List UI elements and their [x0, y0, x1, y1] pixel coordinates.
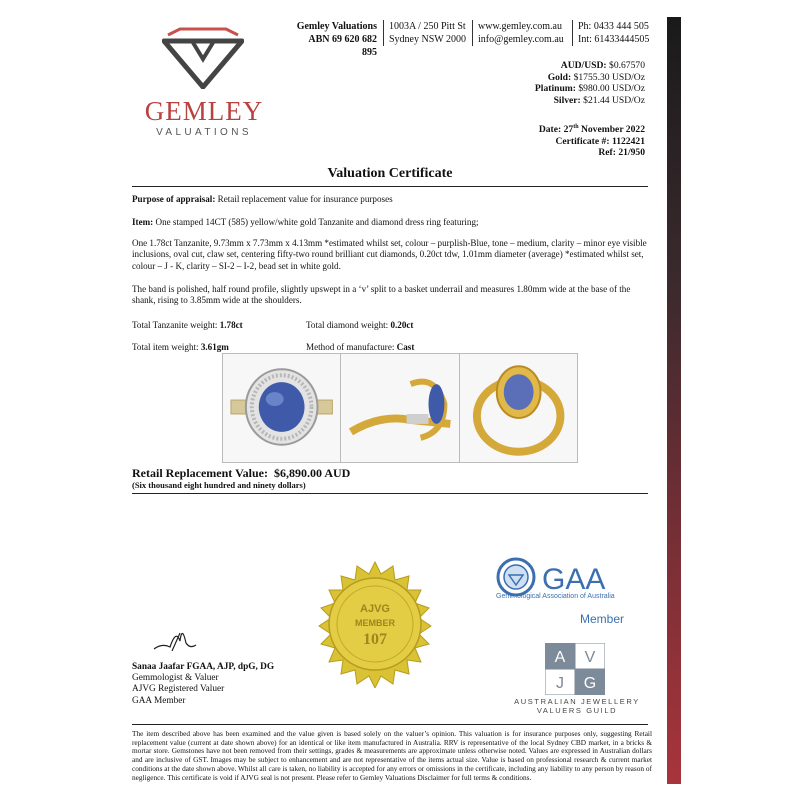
ajvg-letter-a: A — [554, 649, 566, 666]
signature-icon — [150, 623, 200, 655]
divider-rule — [132, 493, 648, 494]
manufacture-method-label: Method of manufacture: — [306, 342, 395, 352]
website-link[interactable]: www.gemley.com.au — [478, 21, 562, 32]
tanzanite-weight-label: Total Tanzanite weight: — [132, 320, 218, 330]
ring-photo-side — [341, 354, 459, 462]
tanzanite-weight — [132, 320, 302, 331]
purpose-label: Purpose of appraisal: — [132, 194, 216, 204]
silver-value: $21.44 USD/Oz — [583, 94, 645, 106]
disclaimer-text: The item described above has been examined and the value given is based solely on the valuer’s opinion. This valuation is for insurance purposes only, suggesting Retail replacement value (current at date shown above) for an identical or like item manufactured in Australia. RRV is representative of the local Sydney CBD market, in a bricks & mortar store. Gemstones have not been removed from their settings, grades & measurements are approximate unless otherwise noted. Values are expressed in Australian dollars and are inclusive of GST. Images may be subject to enhancement and are not representative of the items actual size. Value is based on professional research & current market conditions at the date shown above. Whilst all care is taken, no liability is accepted for any errors or omissions in the certificate, including any liability to any person by reason of negligence. This certificate is void if AJVG seal is not present. Please refer to Gemley Valuations Disclaimer for full terms & conditions. — [132, 729, 652, 782]
item-text: One stamped 14CT (585) yellow/white gold Tanzanite and diamond dress ring featuring; — [155, 217, 479, 227]
certificate-title: Valuation Certificate — [327, 166, 453, 181]
ring-photo-top — [223, 354, 341, 462]
ring-photo-back — [460, 354, 577, 462]
platinum-label: Platinum: — [534, 83, 576, 94]
signer-block — [132, 662, 274, 707]
intl-phone-number: Int: 61433444505 — [578, 34, 650, 45]
ref-label: Ref: — [598, 147, 616, 159]
item-label: Item: — [132, 217, 154, 227]
header-phone-block — [578, 20, 649, 46]
retail-replacement-value — [132, 466, 350, 481]
signer-role-1: Gemmologist & Valuer — [132, 673, 219, 684]
date-day: 27 — [563, 124, 574, 136]
brand-subtitle: VALUATIONS — [156, 127, 252, 138]
platinum-value: $980.00 USD/Oz — [578, 83, 645, 94]
item-weight-value: 3.61gm — [200, 342, 229, 352]
diamond-logo-icon — [162, 27, 244, 89]
gaa-member-label: Member — [580, 612, 625, 626]
header-divider — [472, 20, 473, 46]
ring-photo-strip — [222, 353, 578, 463]
header-divider — [383, 20, 384, 46]
diamond-weight-label: Total diamond weight: — [306, 320, 389, 330]
signer-role-2: AJVG Registered Valuer — [132, 684, 225, 695]
date-rest: November 2022 — [580, 124, 645, 136]
seal-text-3: 107 — [363, 631, 387, 648]
header-divider — [572, 20, 573, 46]
certificate-number: 1122421 — [611, 135, 645, 147]
address-line-1: 1003A / 250 Pitt St — [389, 21, 466, 32]
brand-name: GEMLEY — [144, 96, 264, 126]
metal-rates — [535, 60, 645, 106]
company-abn: ABN 69 620 682 895 — [308, 34, 377, 58]
item-line — [132, 217, 652, 228]
diamond-weight — [306, 320, 506, 331]
ajvg-logo-icon — [545, 643, 605, 695]
phone-number: Ph: 0433 444 505 — [578, 21, 649, 32]
rrv-amount: $6,890.00 AUD — [273, 466, 351, 480]
date-suffix: th — [573, 124, 579, 130]
manufacture-method — [306, 342, 506, 353]
divider-rule — [132, 186, 648, 187]
email-link[interactable]: info@gemley.com.au — [478, 34, 564, 45]
header-company-block — [293, 20, 377, 59]
ajvg-name-line-2: VALUERS GUILD — [536, 706, 618, 715]
date-label: Date: — [538, 124, 562, 136]
header-address-block — [389, 20, 466, 46]
gold-value: $1755.30 USD/Oz — [573, 71, 645, 83]
rrv-in-words: (Six thousand eight hundred and ninety dollars) — [132, 480, 306, 490]
purpose-line — [132, 194, 652, 205]
gaa-full-name: Gemmological Association of Australia — [496, 593, 615, 600]
address-line-2: Sydney NSW 2000 — [389, 34, 467, 45]
divider-rule — [132, 724, 648, 725]
certificate-meta — [539, 122, 645, 159]
decorative-sidebar-bar — [667, 17, 681, 784]
gold-label: Gold: — [547, 71, 572, 83]
ajvg-seal-icon — [311, 560, 439, 688]
signer-role-3: GAA Member — [132, 695, 186, 706]
company-name: Gemley Valuations — [296, 21, 377, 32]
ajvg-name — [507, 697, 647, 715]
ajvg-letter-g: G — [583, 675, 597, 692]
ref-number: 21/950 — [618, 147, 645, 159]
aud-usd-value: $0.67570 — [609, 60, 645, 71]
purpose-text: Retail replacement value for insurance purposes — [217, 194, 393, 204]
diamond-weight-value: 0.20ct — [390, 320, 414, 330]
item-weight — [132, 342, 302, 353]
stone-description: One 1.78ct Tanzanite, 9.73mm x 7.73mm x 4.13mm *estimated whilst set, colour – purplish-Blue, tone – medium, clarity – minor eye visible inclusions, oval cut, claw set, centering fifty-two round brilliant cut diamonds, 0.20ct tdw, 1.01mm diameter (average) *estimated whilst set, colour – J - K, clarity – SI-2 – I-2, bead set in white gold. — [132, 238, 647, 271]
ajvg-letter-v: V — [584, 649, 596, 666]
certificate-label: Certificate #: — [555, 135, 610, 147]
silver-label: Silver: — [553, 94, 581, 106]
gaa-abbreviation: GAA — [542, 563, 606, 596]
rrv-label: Retail Replacement Value: — [132, 466, 268, 480]
aud-usd-label: AUD/USD: — [560, 60, 607, 71]
seal-text-1: AJVG — [360, 603, 390, 615]
ajvg-name-line-1: AUSTRALIAN JEWELLERY — [514, 697, 640, 706]
signer-name: Sanaa Jaafar FGAA, AJP, dpG, DG — [132, 662, 275, 672]
item-weight-label: Total item weight: — [132, 342, 199, 352]
tanzanite-weight-value: 1.78ct — [219, 320, 243, 330]
manufacture-method-value: Cast — [396, 342, 415, 352]
seal-text-2: MEMBER — [355, 618, 395, 628]
band-description: The band is polished, half round profile, slightly upswept in a ‘v’ split to a basket underrail and measures 1.80mm wide at the base of the shank, rising to 3.85mm wide at the shoulders. — [132, 284, 631, 306]
header-web-block — [478, 20, 564, 46]
ajvg-letter-j: J — [556, 675, 564, 692]
